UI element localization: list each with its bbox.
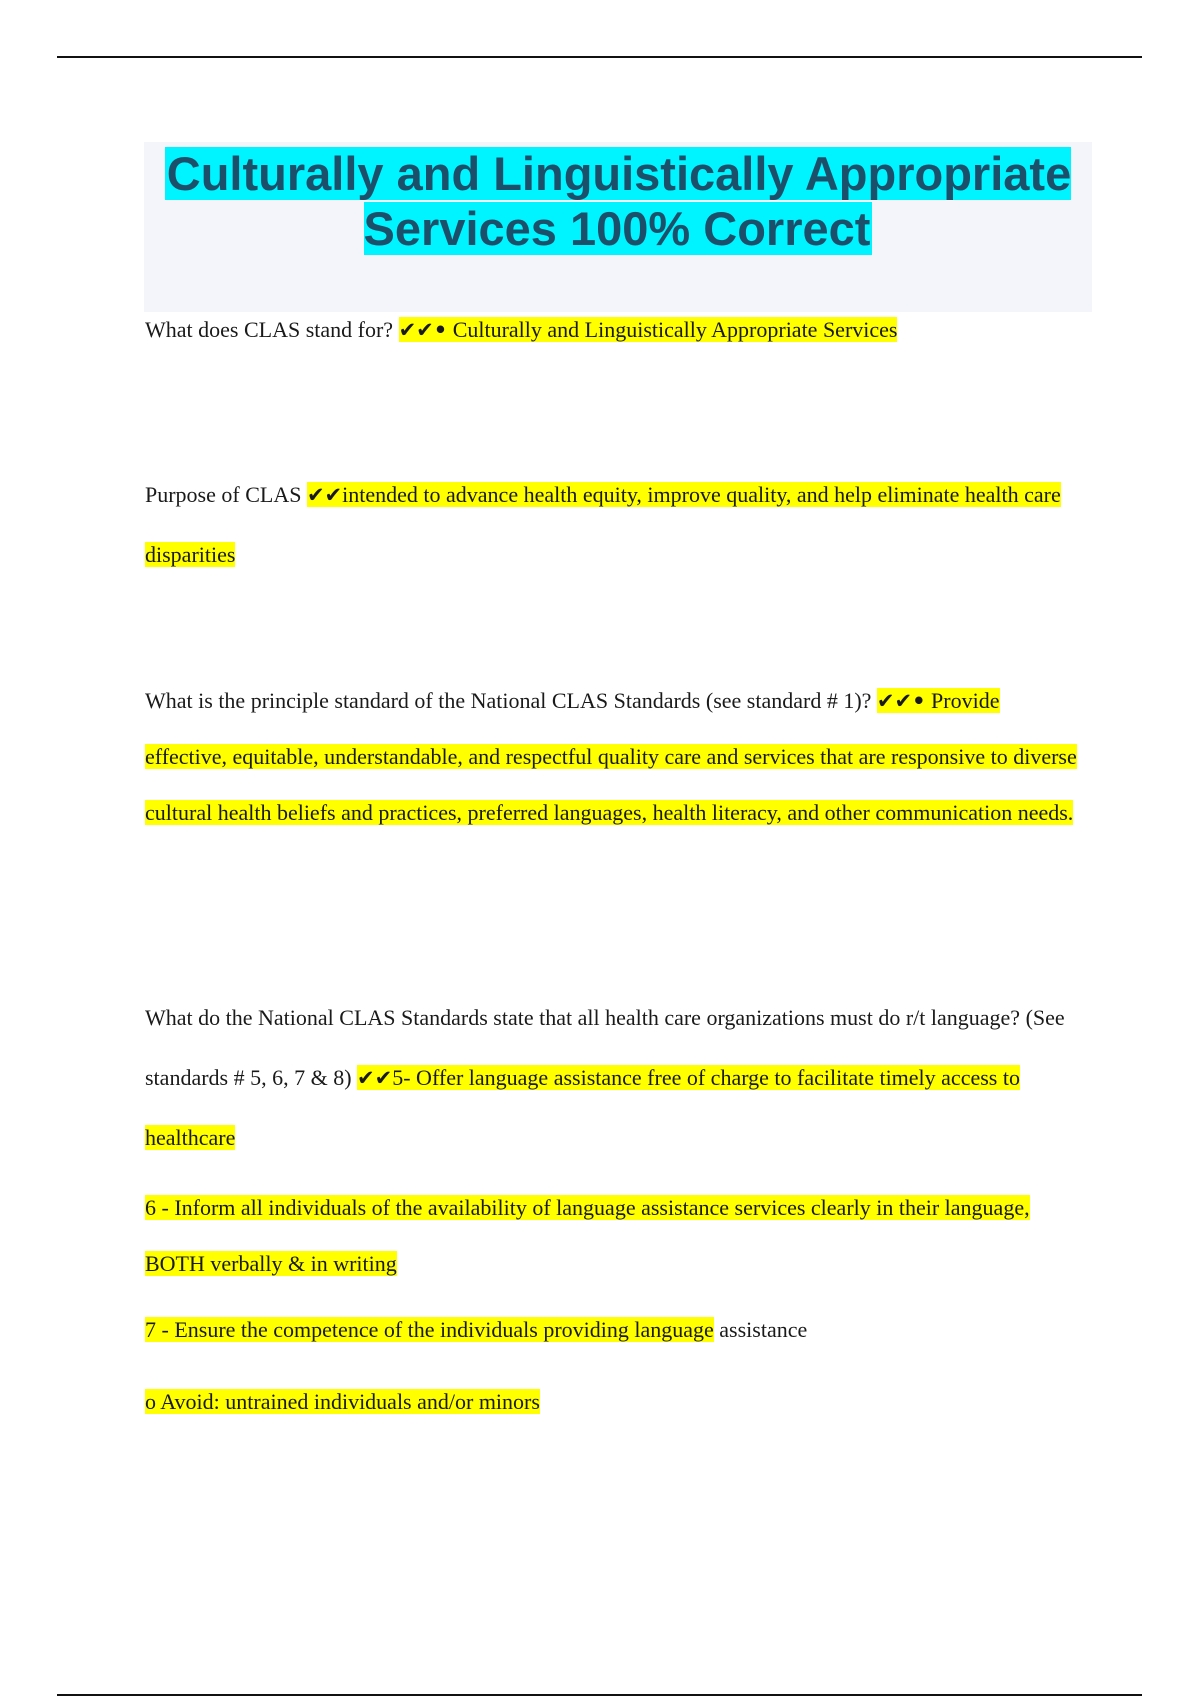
item-highlight-text: o Avoid: untrained individuals and/or minors [145,1389,540,1414]
question-text: What do the National CLAS Standards state that all health care organizations must do r/t language? (See standards # 5, 6, 7 & 8) [145,1005,1065,1090]
item-highlight-text: 7 - Ensure the competence of the individuals providing language [145,1317,714,1342]
question-text: What does CLAS stand for? [145,317,394,342]
standard-item-7 [145,1312,1085,1348]
standard-item-6 [145,1180,1085,1292]
question-text: Purpose of CLAS [145,482,302,507]
item-highlight-text: 6 - Inform all individuals of the availability of language assistance services clearly in their language, BOTH verbally & in writing [145,1195,1030,1276]
qa-item-2 [145,465,1085,585]
qa-item-1 [145,312,1085,348]
qa-item-4 [145,988,1085,1168]
document-title-text: Culturally and Linguistically Appropriate Services 100% Correct [166,147,1072,255]
double-checkmark-icon: ✔✔ [357,1066,393,1090]
double-checkmark-icon: ✔✔• [398,318,448,342]
sub-item-avoid [145,1384,1085,1420]
answer-text: 5- Offer language assistance free of charge to facilitate timely access to healthcare [145,1065,1020,1150]
qa-item-3 [145,673,1085,841]
answer-text: Culturally and Linguistically Appropriate Services [447,317,898,342]
question-text: What is the principle standard of the National CLAS Standards (see standard # 1)? [145,688,872,713]
double-checkmark-icon: ✔✔• [876,689,926,713]
double-checkmark-icon: ✔✔ [306,483,343,507]
bottom-rule [57,1694,1142,1696]
answer-highlight [399,317,898,342]
answer-text: intended to advance health equity, improve quality, and help eliminate health care disparities [145,482,1061,567]
item-plain-text: assistance [713,1317,808,1342]
top-rule [57,56,1142,58]
document-title [144,146,1092,256]
answer-text: Provide effective, equitable, understandable, and respectful quality care and services that are responsive to diverse cultural health beliefs and practices, preferred languages, health literacy, and other communication needs. [145,688,1077,825]
